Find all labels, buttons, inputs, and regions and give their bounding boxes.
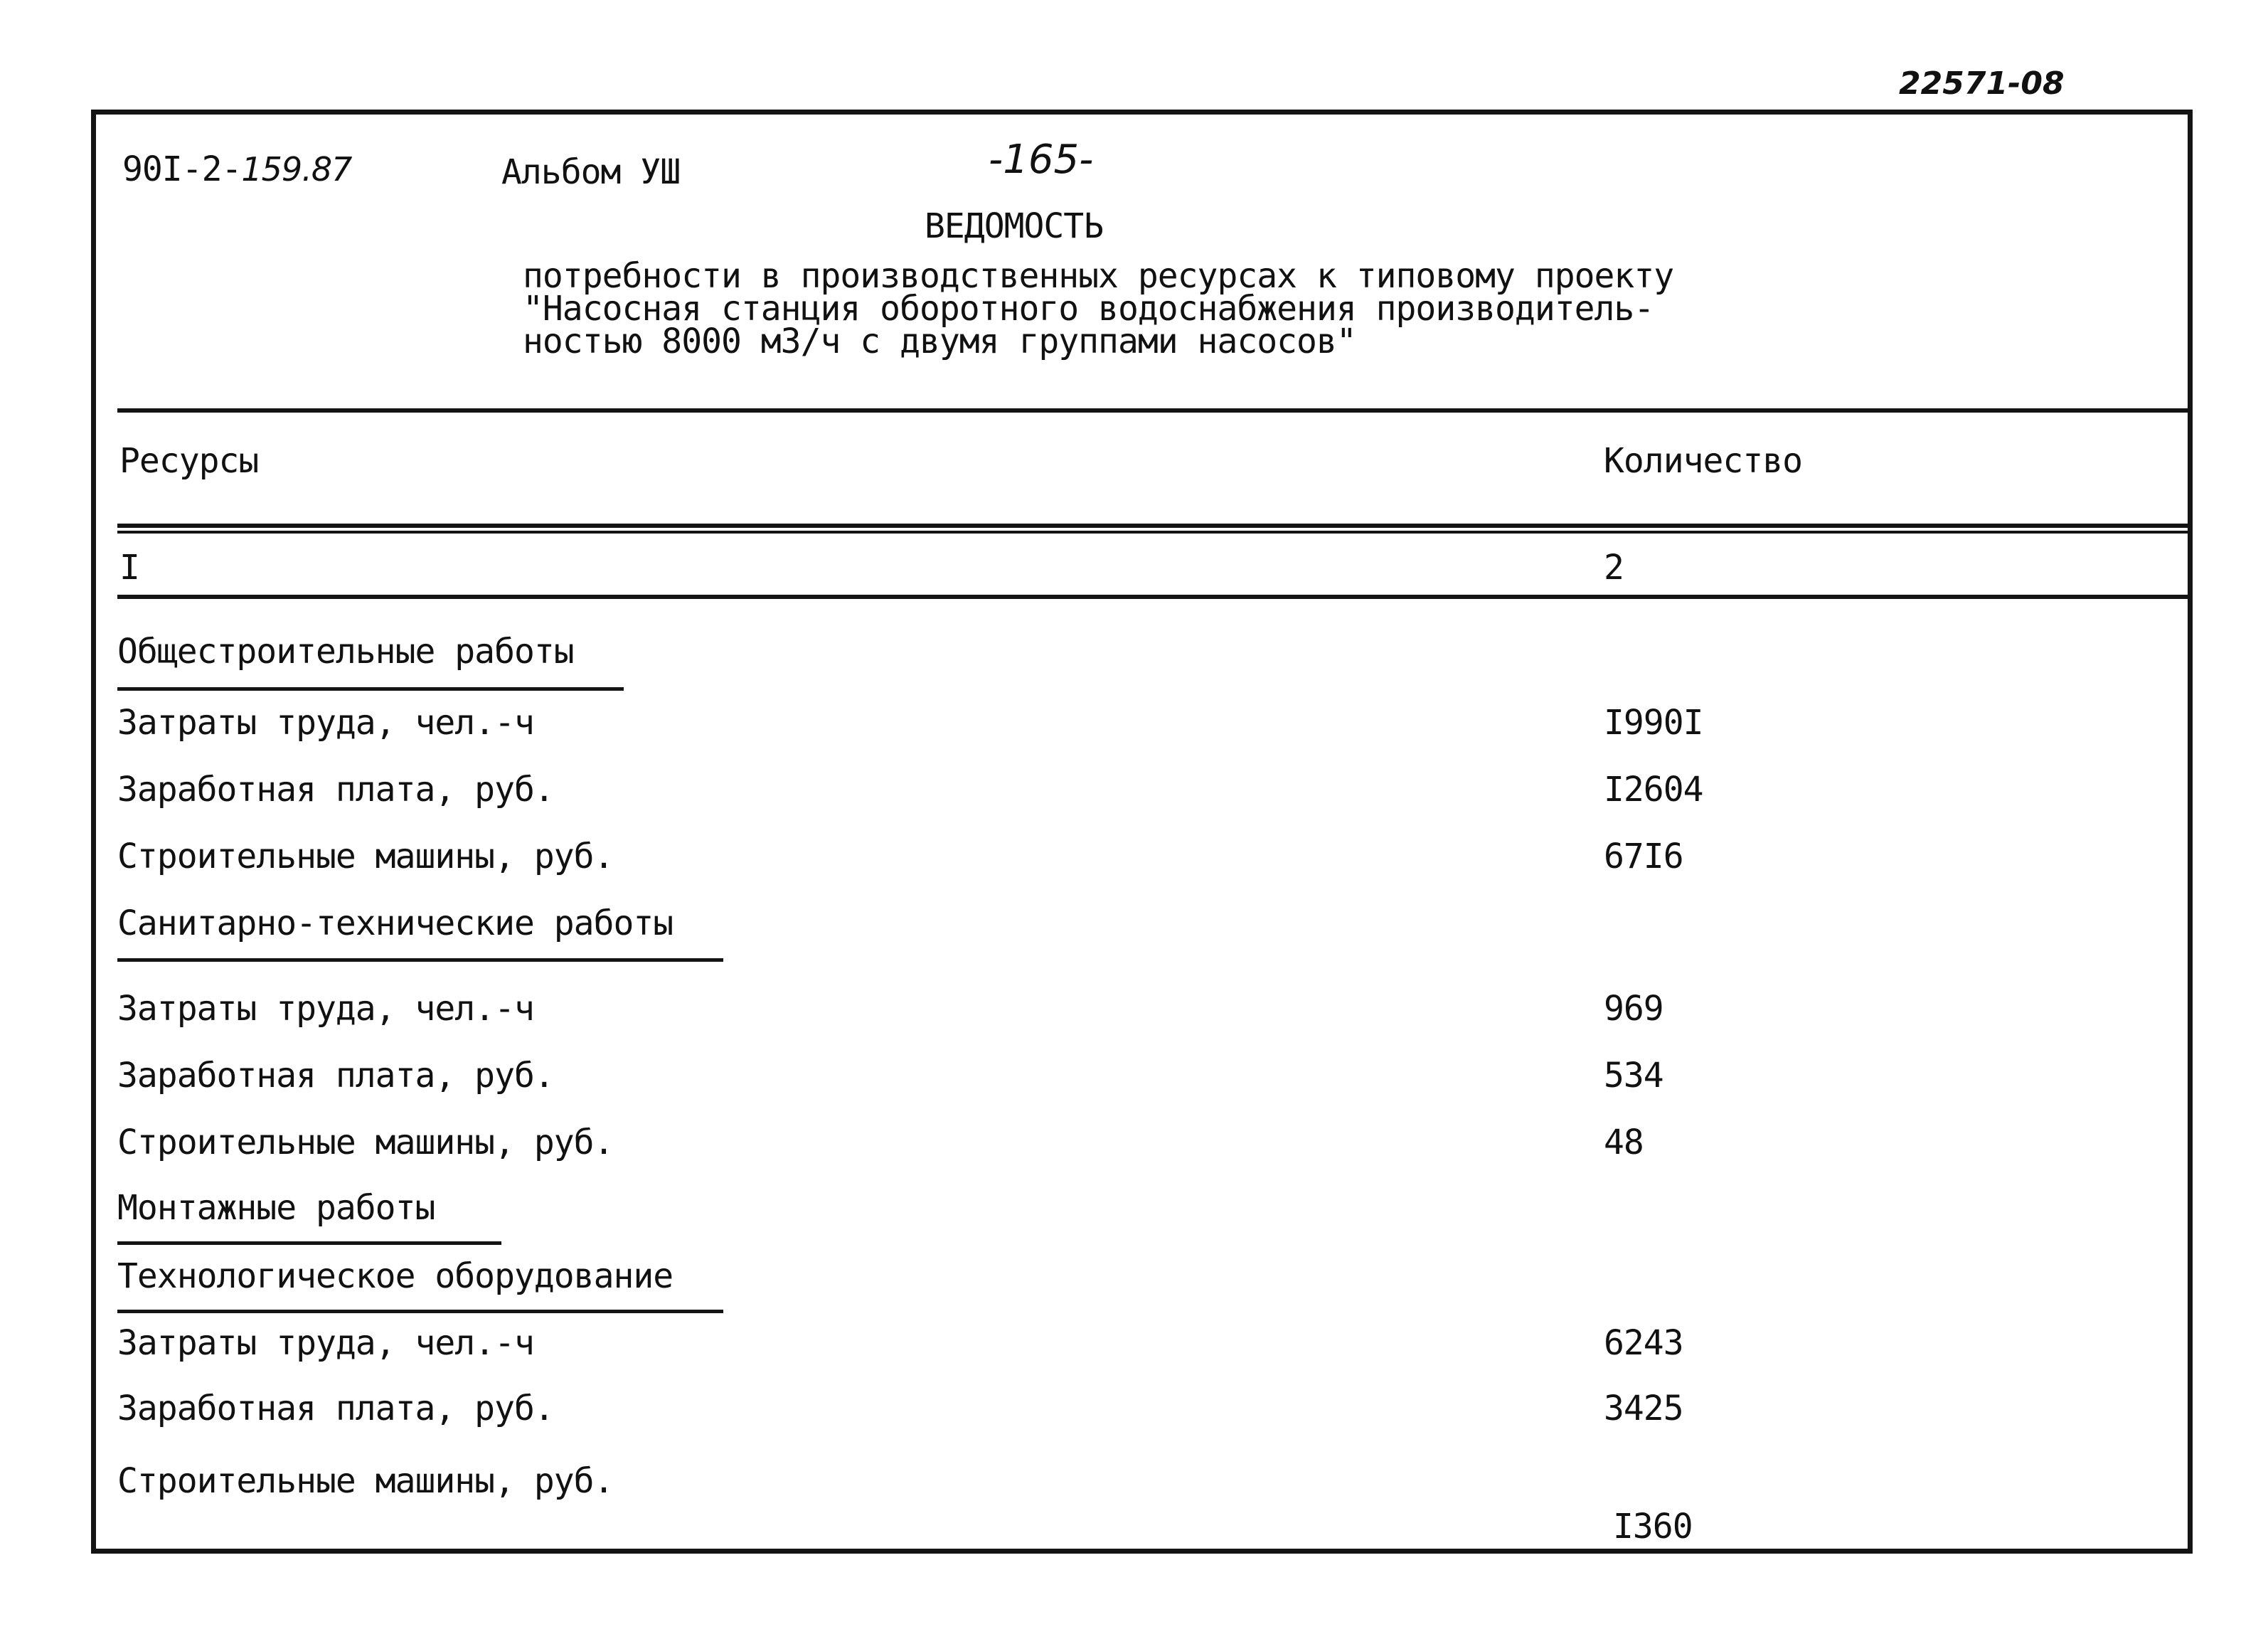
album-label: Альбом УШ bbox=[501, 152, 681, 192]
doc-code-handwritten: 159.87 bbox=[241, 150, 352, 189]
section-heading-underline bbox=[117, 1241, 501, 1245]
row-label: Заработная плата, руб. bbox=[117, 1056, 554, 1096]
table-top-rule bbox=[117, 408, 2188, 413]
row-label: Затраты труда, чел.-ч bbox=[117, 703, 534, 743]
archive-code: 22571-08 bbox=[1899, 65, 2065, 102]
header-rule-1 bbox=[117, 524, 2188, 528]
page-number: -165- bbox=[989, 137, 1094, 183]
doc-code-printed: 90I-2- bbox=[122, 149, 242, 189]
section-subheading: Технологическое оборудование bbox=[117, 1256, 674, 1296]
column-header-quantity: Количество bbox=[1604, 441, 1802, 481]
section-subheading-underline bbox=[117, 1310, 723, 1313]
row-value: I990I bbox=[1604, 703, 1703, 743]
column-header-resources: Ресурсы bbox=[119, 441, 259, 481]
row-value: I2604 bbox=[1604, 770, 1703, 810]
section-heading: Монтажные работы bbox=[117, 1188, 435, 1228]
row-value: 969 bbox=[1604, 989, 1663, 1029]
column-number-1: I bbox=[119, 548, 139, 588]
row-value: 67I6 bbox=[1604, 837, 1683, 876]
row-value: I360 bbox=[1613, 1507, 1693, 1547]
row-label: Строительные машины, руб. bbox=[117, 1461, 614, 1501]
row-value: 534 bbox=[1604, 1056, 1663, 1096]
description-line-2: "Насосная станция оборотного водоснабжения производитель- bbox=[523, 289, 1654, 329]
row-label: Затраты труда, чел.-ч bbox=[117, 989, 534, 1029]
row-label: Заработная плата, руб. bbox=[117, 1389, 554, 1428]
row-label: Строительные машины, руб. bbox=[117, 837, 614, 876]
doc-code bbox=[122, 149, 351, 189]
section-heading: Санитарно-технические работы bbox=[117, 903, 674, 943]
row-label: Затраты труда, чел.-ч bbox=[117, 1323, 534, 1363]
section-heading-underline bbox=[117, 958, 723, 962]
row-label: Строительные машины, руб. bbox=[117, 1123, 614, 1162]
description-line-3: ностью 8000 м3/ч с двумя группами насосов" bbox=[523, 322, 1356, 361]
header-rule-3 bbox=[117, 595, 2188, 599]
page-title: ВЕДОМОСТЬ bbox=[925, 206, 1104, 246]
description-line-1: потребности в производственных ресурсах к типовому проекту bbox=[523, 256, 1674, 296]
section-heading: Общестроительные работы bbox=[117, 632, 574, 672]
column-number-2: 2 bbox=[1604, 548, 1624, 588]
row-value: 48 bbox=[1604, 1123, 1644, 1162]
row-label: Заработная плата, руб. bbox=[117, 770, 554, 810]
row-value: 6243 bbox=[1604, 1323, 1683, 1363]
row-value: 3425 bbox=[1604, 1389, 1683, 1428]
header-rule-2 bbox=[117, 531, 2188, 534]
section-heading-underline bbox=[117, 687, 624, 691]
